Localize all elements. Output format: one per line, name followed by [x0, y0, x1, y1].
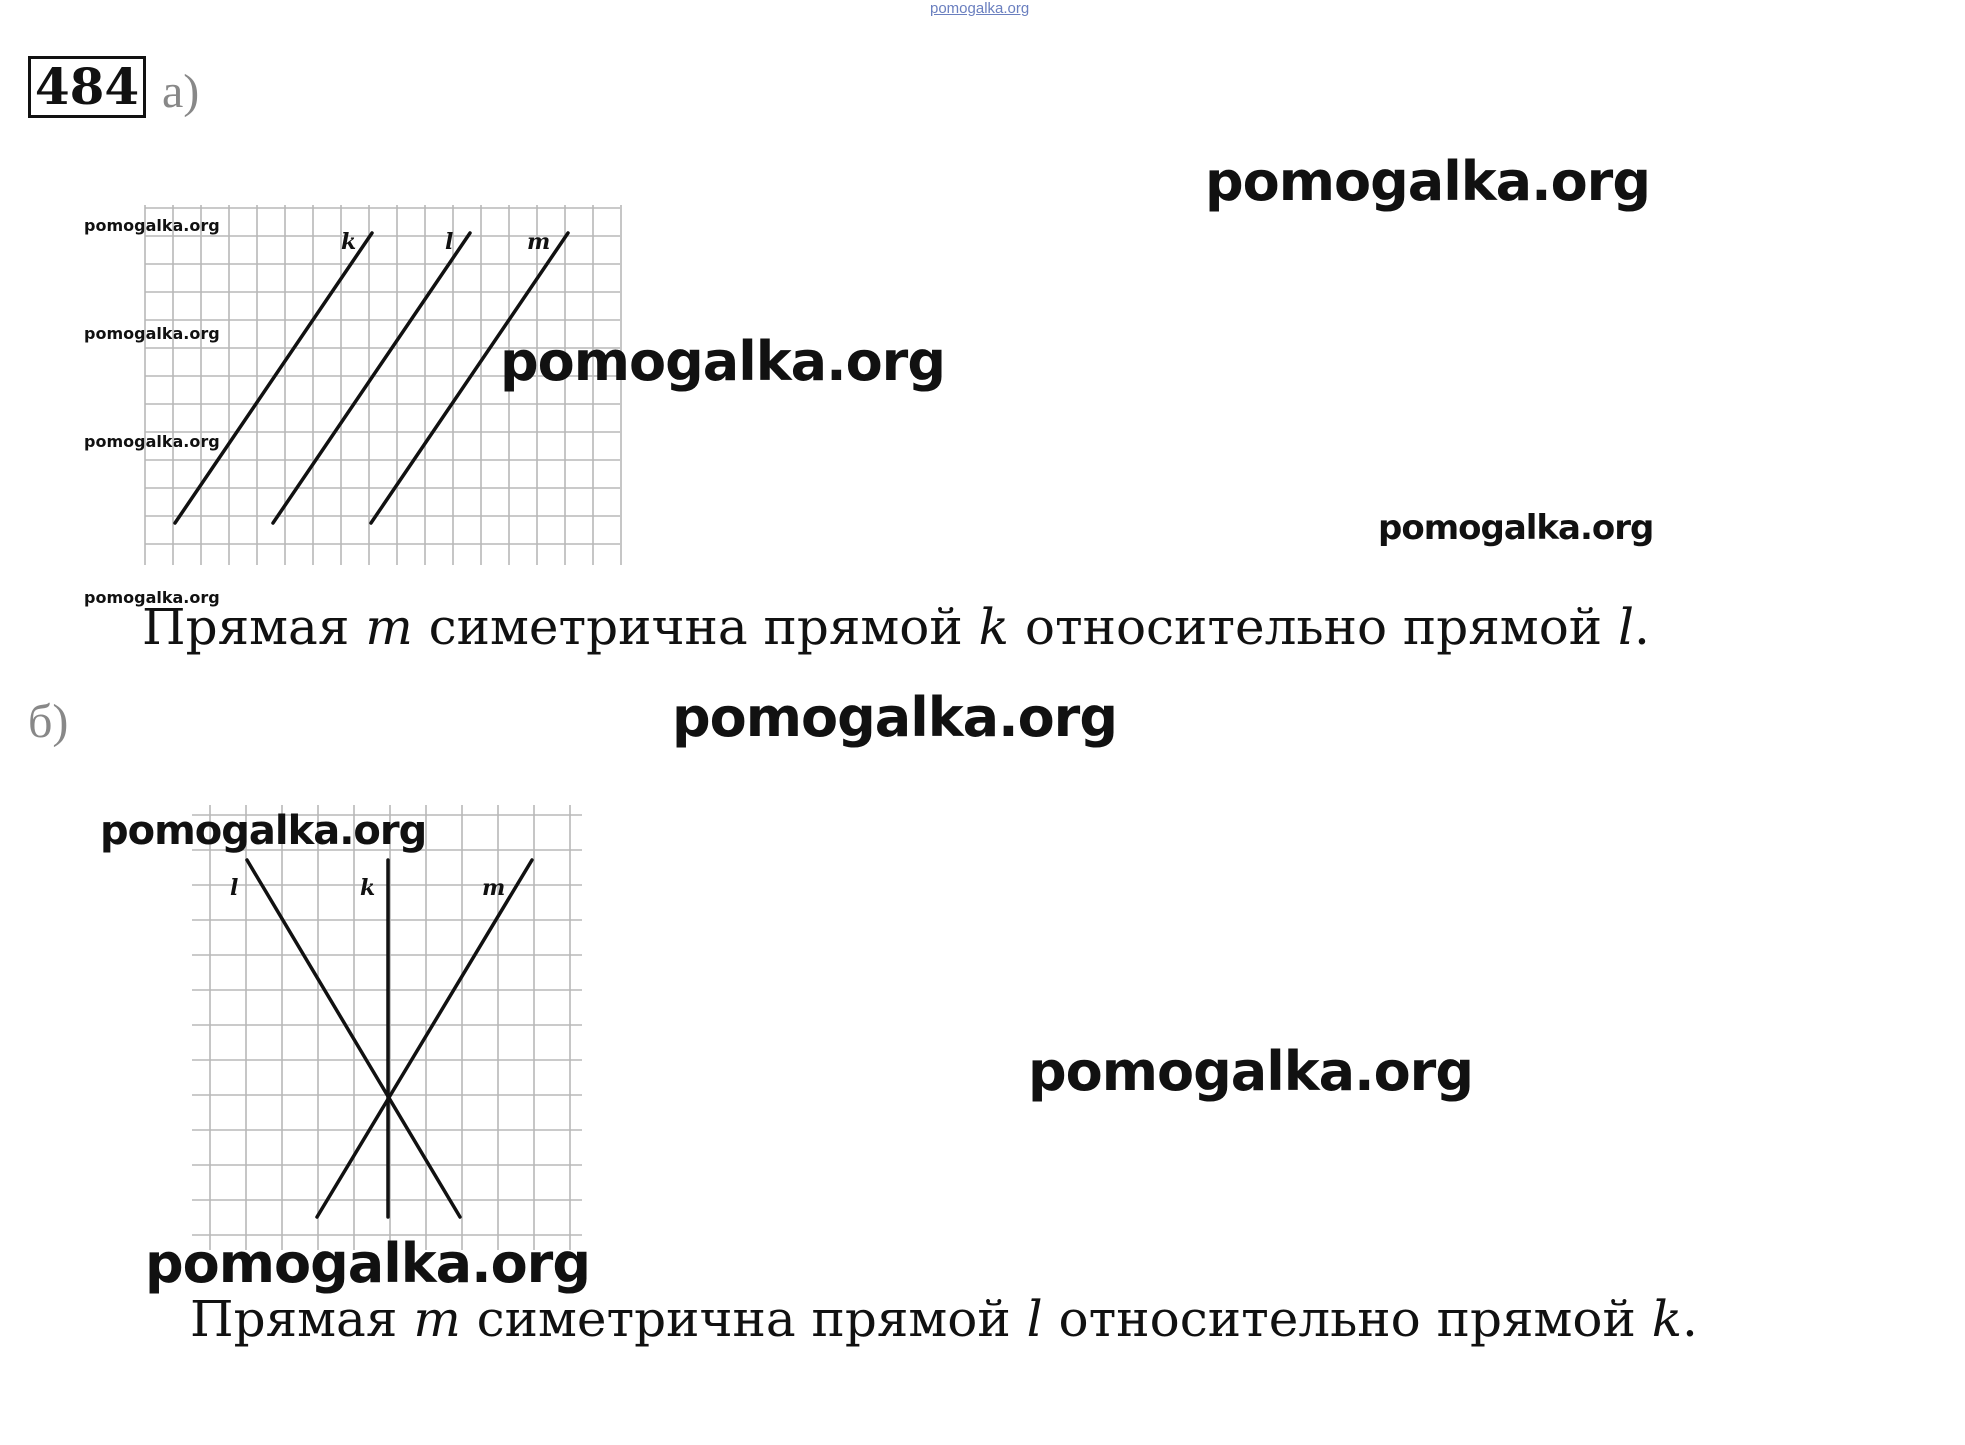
sentence-a-word: Прямая — [142, 598, 350, 656]
problem-number: 484 — [28, 56, 146, 118]
part-a-label: а) — [162, 65, 200, 118]
watermark: pomogalka.org — [145, 1232, 590, 1295]
sentence-b-var-m: m — [413, 1290, 461, 1348]
watermark: pomogalka.org — [500, 330, 945, 393]
label-k-b: k — [360, 875, 376, 901]
label-k-a: k — [341, 229, 357, 255]
sentence-a-var-m: m — [365, 598, 413, 656]
watermark: pomogalka.org — [100, 808, 427, 854]
figure-b — [192, 805, 592, 1255]
part-b-label: б) — [28, 695, 69, 748]
sentence-b-word: Прямая — [190, 1290, 398, 1348]
label-m-a: m — [527, 229, 551, 255]
watermark: pomogalka.org — [84, 588, 220, 607]
sentence-b-word: относительно прямой — [1058, 1290, 1636, 1348]
sentence-a — [142, 598, 1650, 656]
watermark: pomogalka.org — [84, 432, 220, 451]
sentence-b — [190, 1290, 1698, 1348]
watermark: pomogalka.org — [1028, 1040, 1473, 1103]
label-m-b: m — [482, 875, 506, 901]
sentence-a-word: относительно прямой — [1024, 598, 1603, 656]
label-l-a: l — [445, 229, 454, 255]
watermark: pomogalka.org — [84, 324, 220, 343]
sentence-b-word: симетрична прямой — [476, 1290, 1011, 1348]
watermark: pomogalka.org — [1205, 150, 1650, 213]
sentence-a-var-k: k — [978, 598, 1009, 656]
label-l-b: l — [230, 875, 239, 901]
line-m-b — [317, 860, 532, 1217]
watermark: pomogalka.org — [84, 216, 220, 235]
sentence-b-var-k: k — [1651, 1290, 1683, 1348]
sentence-a-word: симетрична прямой — [428, 598, 963, 656]
line-k-a — [175, 233, 372, 523]
sentence-b-end: . — [1682, 1290, 1698, 1348]
sentence-a-end: . — [1634, 598, 1650, 656]
top-watermark[interactable]: pomogalka.org — [930, 0, 1030, 17]
line-l-a — [273, 233, 470, 523]
watermark: pomogalka.org — [1378, 508, 1654, 548]
sentence-a-var-l: l — [1618, 598, 1635, 656]
sentence-b-var-l: l — [1026, 1290, 1043, 1348]
watermark: pomogalka.org — [672, 686, 1117, 749]
